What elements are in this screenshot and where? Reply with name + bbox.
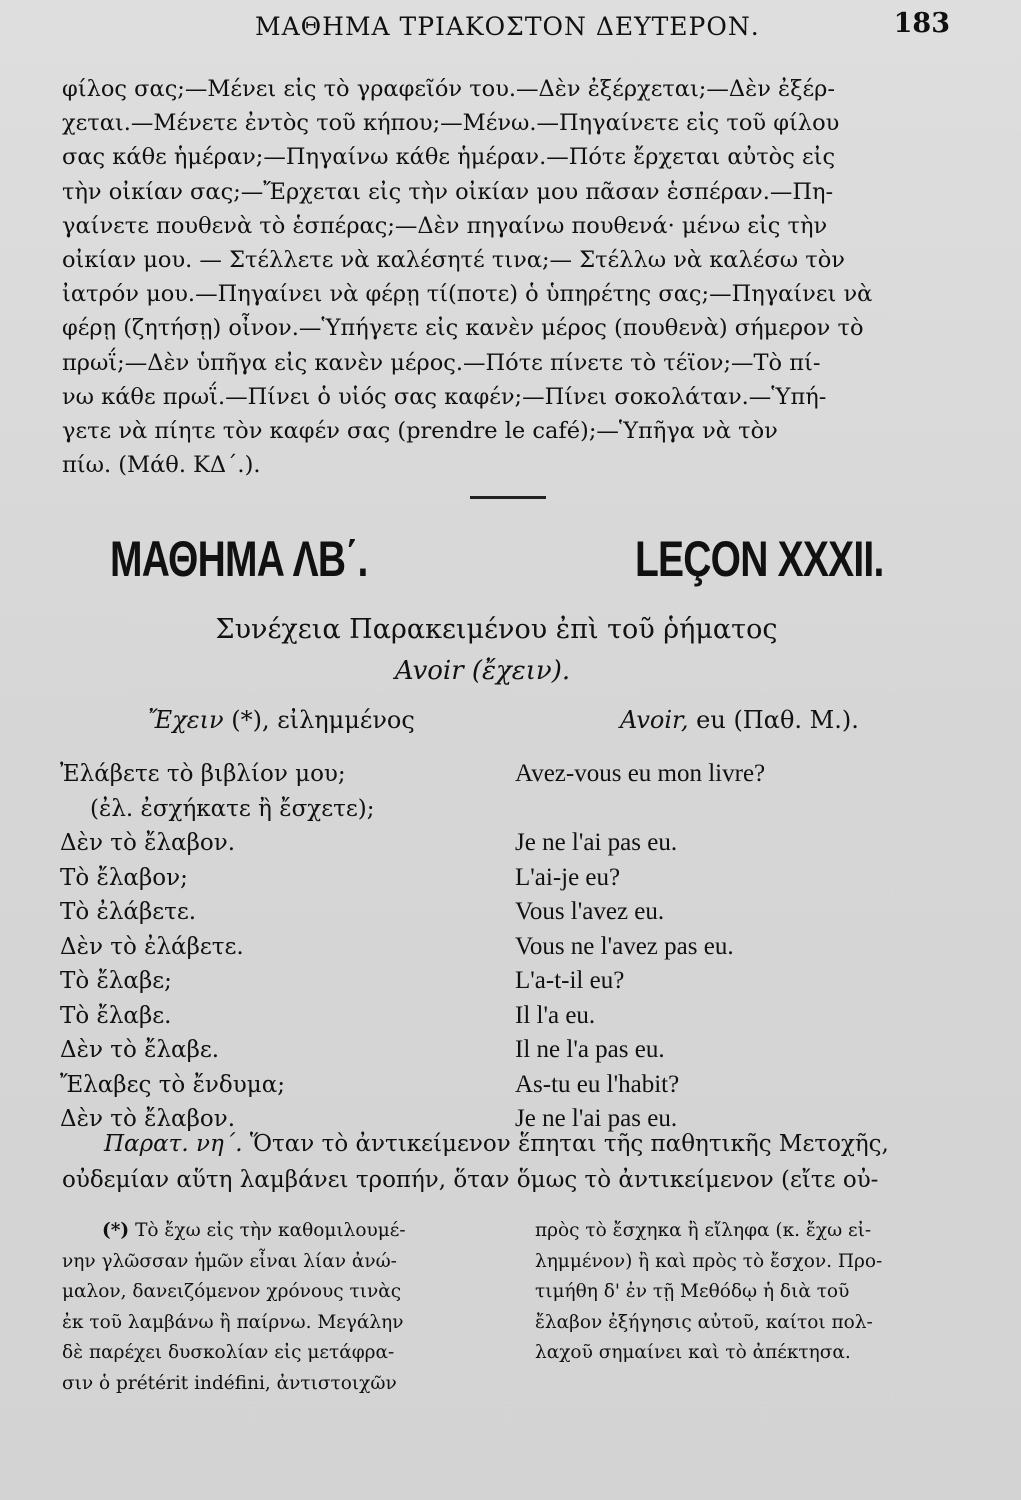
footnote-right-column [535, 1216, 945, 1369]
footnote-line: σιν ὁ prétérit indéfini, ἀντιστοιχῶν [62, 1372, 397, 1394]
footnote-marker: (*) [102, 1220, 130, 1241]
greek-example: Δὲν τὸ ἐλάβετε. [60, 933, 244, 960]
footnote-line: δὲ παρέχει δυσκολίαν εἰς μετάφρα- [62, 1342, 395, 1363]
french-example-blank [515, 792, 935, 827]
greek-example: Δὲν τὸ ἔλαβε. [60, 1037, 220, 1063]
lesson-subtitle-verb: Avoir (ἔχειν). [394, 656, 571, 686]
footnote-text: Τὸ ἔχω εἰς τὴν καθομιλουμέ- [129, 1220, 406, 1241]
greek-column-heading [148, 706, 415, 734]
text-line: φέρῃ (ζητήσῃ) οἶνον.—Ὑπήγετε εἰς κανὲν μέρος (πουθενὰ) σήμερον τὸ [62, 315, 864, 342]
footnote-line: τιμήθη δ' ἐν τῇ Μεθόδῳ ἡ διὰ τοῦ [535, 1281, 850, 1302]
page-number: 183 [893, 8, 950, 39]
text-line: χεται.—Μένετε ἐντὸς τοῦ κήπου;—Μένω.—Πηγαίνετε εἰς τοῦ φίλου [62, 110, 840, 137]
french-example: Je ne l'ai pas eu. [515, 1105, 678, 1132]
running-title: ΜΑΘΗΜΑ ΤΡΙΑΚΟΣΤΟΝ ΔΕΥΤΕΡΟΝ. [255, 12, 760, 41]
running-header [70, 8, 950, 48]
greek-example: Τὸ ἔλαβε; [60, 968, 172, 994]
french-heading-word: Avoir, [620, 706, 689, 734]
text-line: πρωΐ;—Δὲν ὑπῆγα εἰς κανὲν μέρος.—Πότε πίνετε τὸ τέϊον;—Τὸ πί- [62, 349, 821, 376]
text-line: πίω. (Μάθ. ΚΔ΄.). [62, 452, 261, 479]
footnote-line: νην γλῶσσαν ἡμῶν εἶναι λίαν ἀνώ- [62, 1250, 397, 1272]
footnote-line: λαχοῦ σημαίνει καὶ τὸ ἀπέκτησα. [535, 1342, 851, 1363]
text-line: νω κάθε πρωΐ.—Πίνει ὁ υἱός σας καφέν;—Πίνει σοκολάταν.—Ὑπή- [62, 383, 827, 410]
remark-line: οὐδεμίαν αὕτη λαμβάνει τροπήν, ὅταν ὅμως τὸ ἀντικείμενον (εἴτε οὐ- [62, 1167, 879, 1193]
remark-line [62, 1126, 942, 1162]
french-example: Je ne l'ai pas eu. [515, 829, 678, 856]
french-example: L'a-t-il eu? [515, 967, 625, 994]
carry-over-paragraph [62, 72, 942, 482]
french-example: L'ai-je eu? [515, 863, 621, 891]
greek-examples [60, 757, 480, 1137]
french-heading-rest: eu (Παθ. Μ.). [696, 706, 859, 734]
greek-example: Τὸ ἐλάβετε. [60, 899, 197, 925]
footnote-line: πρὸς τὸ ἔσχηκα ἢ εἴληφα (κ. ἔχω εἰ- [535, 1220, 872, 1241]
remark-label: Παρατ. νη΄. [104, 1131, 243, 1157]
footnote-line: ἔλαβον ἐξήγησις αὐτοῦ, καίτοι πολ- [535, 1311, 873, 1333]
greek-heading-word: Ἔχειν [148, 706, 224, 734]
greek-example: Τὸ ἔλαβον; [60, 864, 188, 891]
greek-example: Ἐλάβετε τὸ βιβλίον μου; [60, 761, 346, 787]
text-line: γετε νὰ πίητε τὸν καφέν σας (prendre le café);—Ὑπῆγα νὰ τὸν [62, 418, 778, 445]
french-example: Il ne l'a pas eu. [515, 1036, 665, 1063]
greek-example: Δὲν τὸ ἔλαβον. [60, 830, 236, 856]
footnote-line: λημμένον) ἢ καὶ πρὸς τὸ ἔσχον. Προ- [535, 1250, 883, 1272]
greek-example: Δὲν τὸ ἔλαβον. [60, 1106, 236, 1132]
french-example: Il l'a eu. [515, 1001, 596, 1029]
greek-heading-rest: (*), εἰλημμένος [231, 706, 415, 734]
section-divider [470, 496, 546, 499]
lesson-subtitle: Συνέχεια Παρακειμένου ἐπὶ τοῦ ῥήματος [215, 614, 778, 645]
text-line: οἰκίαν μου. — Στέλλετε νὰ καλέσητέ τινα;— Στέλλω νὰ καλέσω τὸν [62, 247, 845, 274]
french-column-heading [620, 706, 859, 734]
footnote-left-column [62, 1216, 507, 1399]
greek-example: Τὸ ἔλαβε. [60, 1002, 172, 1029]
footnote-line: μαλον, δανειζόμενον χρόνους τινὰς [62, 1281, 402, 1302]
lesson-title-french: LEÇON XXXII. [635, 531, 884, 587]
french-example: Vous ne l'avez pas eu. [515, 932, 734, 960]
french-example: As-tu eu l'habit? [515, 1070, 680, 1098]
remark-paragraph [62, 1126, 942, 1198]
text-line: ἰατρόν μου.—Πηγαίνει νὰ φέρῃ τί(ποτε) ὁ ὑπηρέτης σας;—Πηγαίνει νὰ [62, 281, 873, 308]
french-example: Vous l'avez eu. [515, 898, 665, 925]
text-line: γαίνετε πουθενὰ τὸ ἑσπέρας;—Δὲν πηγαίνω πουθενά· μένω εἰς τὴν [62, 212, 828, 239]
text-line: φίλος σας;—Μένει εἰς τὸ γραφεῖόν του.—Δὲν ἐξέρχεται;—Δὲν ἐξέρ- [62, 76, 835, 102]
text-line: τὴν οἰκίαν σας;—Ἔρχεται εἰς τὴν οἰκίαν μου πᾶσαν ἑσπέραν.—Πη- [62, 178, 834, 205]
french-example: Avez-vous eu mon livre? [515, 760, 766, 787]
footnote-line [62, 1216, 507, 1247]
french-examples [515, 757, 935, 1137]
greek-example: (ἐλ. ἐσχήκατε ἢ ἔσχετε); [90, 795, 375, 822]
text-line: σας κάθε ἡμέραν;—Πηγαίνω κάθε ἡμέραν.—Πότε ἔρχεται αὐτὸς εἰς [62, 144, 836, 171]
greek-example: Ἔλαβες τὸ ἔνδυμα; [60, 1071, 285, 1098]
lesson-title-greek: ΜΑΘΗΜΑ ΛΒ΄. [110, 531, 368, 587]
footnote-line: ἐκ τοῦ λαμβάνω ἢ παίρνω. Μεγάλην [62, 1311, 404, 1333]
remark-text: Ὅταν τὸ ἀντικείμενον ἕπηται τῆς παθητικῆς Μετοχῆς, [242, 1131, 889, 1157]
